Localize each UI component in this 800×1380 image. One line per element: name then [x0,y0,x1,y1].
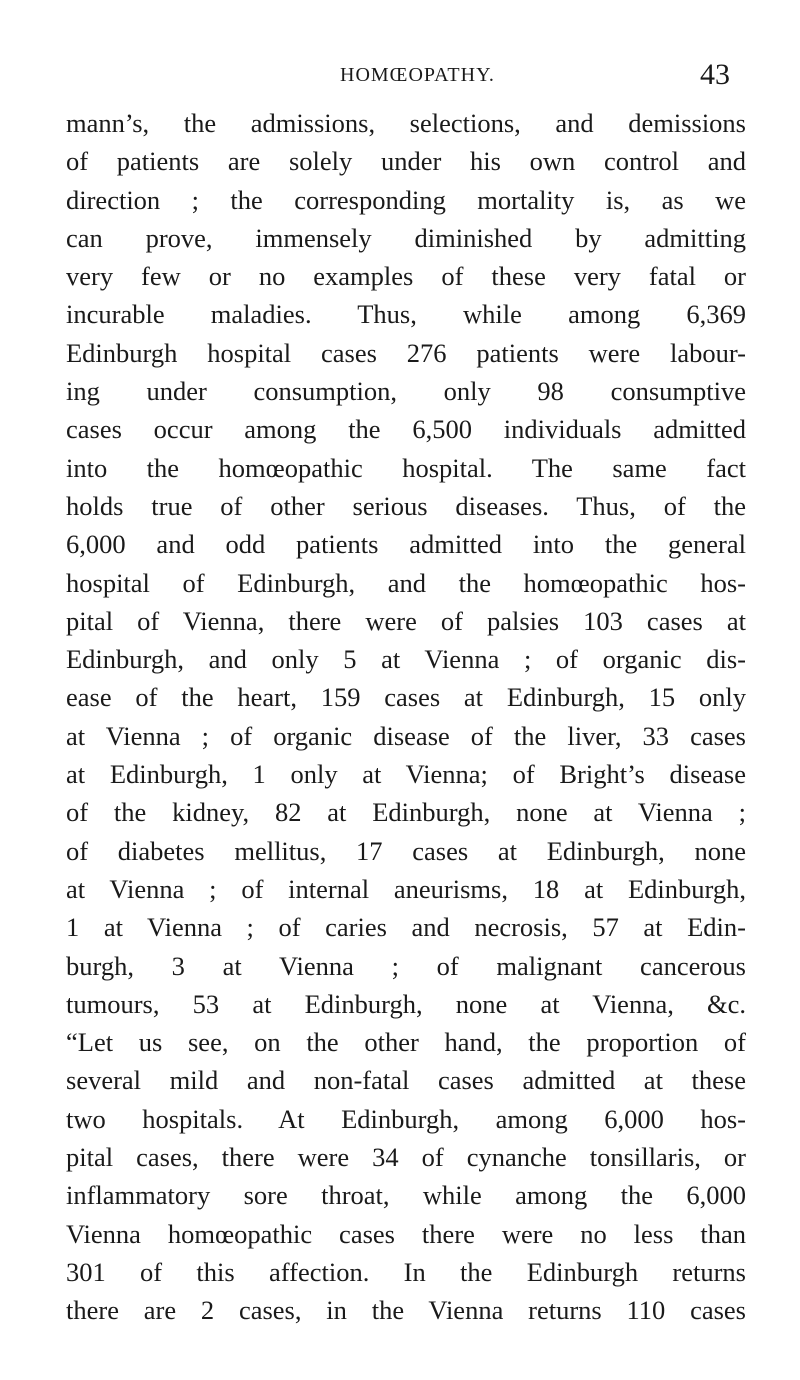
text-line: incurable maladies. Thus, while among 6,369 [66,299,746,330]
text-line: at Edinburgh, 1 only at Vienna; of Bright’s disease [66,759,746,790]
text-line: “Let us see, on the other hand, the proportion of [66,1027,746,1058]
text-line: mann’s, the admissions, selections, and demissions [66,108,746,138]
page-header [0,58,800,98]
body-paragraph [66,104,746,1330]
text-line: into the homœopathic hospital. The same fact [66,452,746,483]
text-line: of patients are solely under his own control and [66,146,746,177]
text-line: pital cases, there were 34 of cynanche tonsillaris, or [66,1142,746,1173]
text-line: hospital of Edinburgh, and the homœopathic hos- [66,567,746,598]
text-line: burgh, 3 at Vienna ; of malignant cancerous [66,950,746,981]
text-line: can prove, immensely diminished by admitting [66,222,746,253]
text-line: tumours, 53 at Edinburgh, none at Vienna, &c. [66,988,746,1019]
page-number: 43 [700,58,730,91]
text-line: Edinburgh, and only 5 at Vienna ; of organic dis- [66,644,746,675]
text-line: several mild and non-fatal cases admitted at these [66,1065,746,1096]
text-line: at Vienna ; of organic disease of the liver, 33 cases [66,720,746,751]
text-line: of the kidney, 82 at Edinburgh, none at Vienna ; [66,797,746,828]
text-line: pital of Vienna, there were of palsies 103 cases at [66,605,746,636]
text-line: 1 at Vienna ; of caries and necrosis, 57 at Edin- [66,912,746,943]
text-line: direction ; the corresponding mortality is, as we [66,184,746,215]
text-line: holds true of other serious diseases. Thus, of the [66,490,746,521]
text-line: inflammatory sore throat, while among the 6,000 [66,1180,746,1211]
text-line: Vienna homœopathic cases there were no less than [66,1218,746,1249]
text-line: 6,000 and odd patients admitted into the general [66,529,746,560]
text-line: there are 2 cases, in the Vienna returns 110 cases [66,1295,746,1326]
text-line: cases occur among the 6,500 individuals admitted [66,414,746,445]
text-line: ease of the heart, 159 cases at Edinburgh, 15 only [66,682,746,713]
text-line: Edinburgh hospital cases 276 patients were labour- [66,337,746,368]
text-line: ing under consumption, only 98 consumptive [66,376,746,407]
text-line: 301 of this affection. In the Edinburgh returns [66,1256,746,1287]
running-head: HOMŒOPATHY. [340,64,495,86]
text-line: very few or no examples of these very fatal or [66,261,746,292]
text-line: of diabetes mellitus, 17 cases at Edinburgh, none [66,835,746,866]
text-line: at Vienna ; of internal aneurisms, 18 at Edinburgh, [66,873,746,904]
text-line: two hospitals. At Edinburgh, among 6,000 hos- [66,1103,746,1134]
